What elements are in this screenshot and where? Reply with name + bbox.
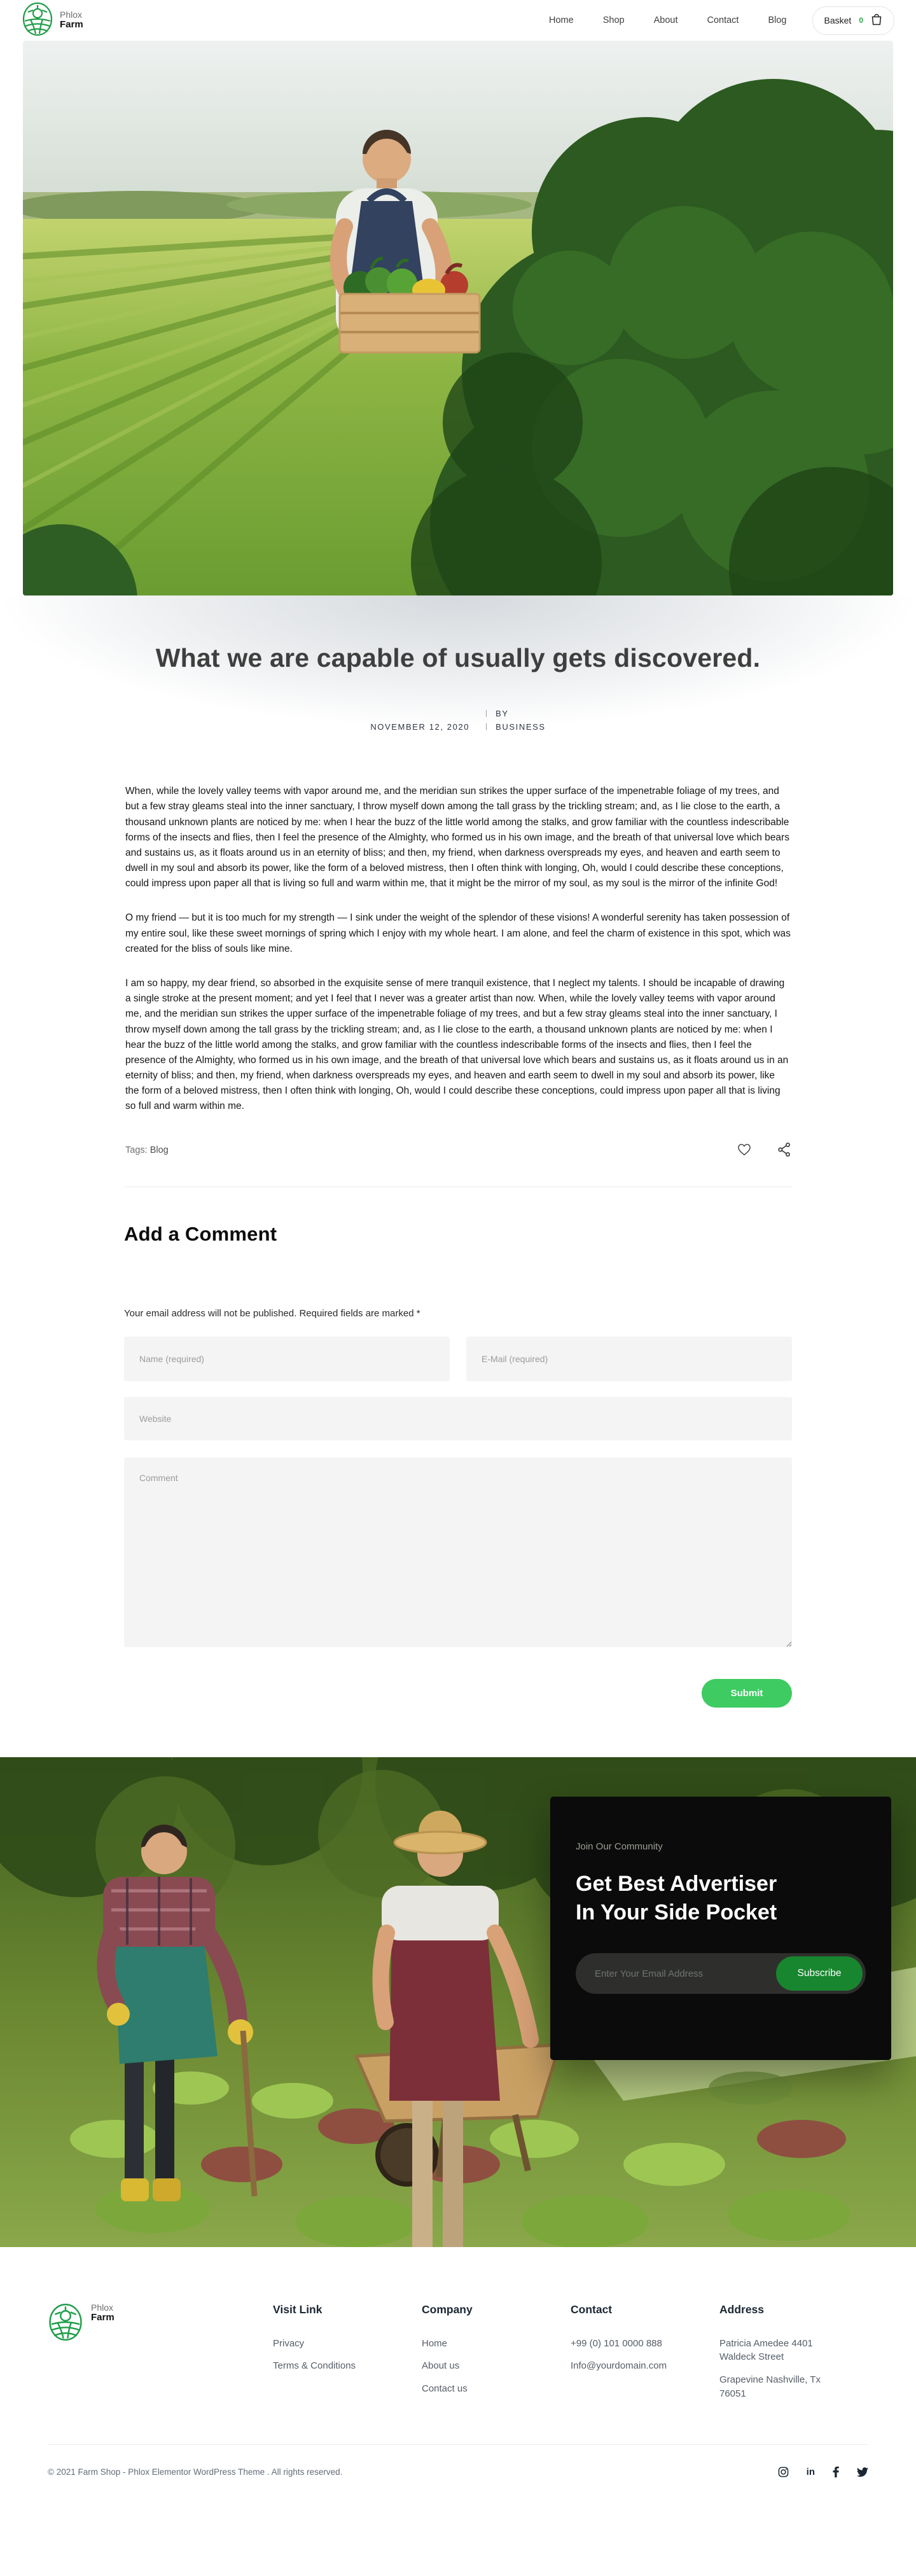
tag-blog-link[interactable]: Blog xyxy=(149,1145,169,1156)
comment-textarea[interactable] xyxy=(124,1458,792,1647)
meta-separator xyxy=(486,723,487,730)
share-button[interactable] xyxy=(778,1143,791,1159)
footer-logo[interactable] xyxy=(48,2303,273,2410)
article-paragraph: O my friend — but it is too much for my strength — I sink under the weight of the splendor of these visions! A wonderful serenity has taken possession of my entire soul, like these sweet mornings of spring which I enjoy with my whole heart. I am alone, and feel the charm of existence in this spot, which was created for the bliss of souls like mine. xyxy=(125,912,791,954)
article-body xyxy=(125,784,791,1114)
footer-link-home[interactable]: Home xyxy=(422,2337,448,2349)
post-category[interactable]: BUSINESS xyxy=(496,722,546,732)
footer-email[interactable]: Info@yourdomain.com xyxy=(571,2360,667,2372)
tags-label: Tags: xyxy=(125,1145,148,1156)
comment-note: Your email address will not be published. Required fields are marked * xyxy=(124,1307,420,1319)
nav-shop[interactable]: Shop xyxy=(602,15,625,25)
email-input[interactable] xyxy=(466,1337,792,1381)
post-meta xyxy=(0,709,916,732)
newsletter-eyebrow: Join Our Community xyxy=(576,1841,663,1852)
footer xyxy=(0,2247,916,2410)
by-label: BY xyxy=(496,709,509,719)
footer-link-about[interactable]: About us xyxy=(422,2360,460,2372)
farm-logo-icon xyxy=(22,2,53,39)
footer-columns xyxy=(273,2303,868,2410)
main-nav xyxy=(549,15,786,25)
header-logo[interactable] xyxy=(22,2,83,39)
submit-button[interactable]: Submit xyxy=(702,1679,792,1708)
name-input[interactable] xyxy=(124,1337,450,1381)
newsletter-box xyxy=(550,1797,891,2060)
footer-address-line: Patricia Amedee 4401 Waldeck Street xyxy=(719,2337,813,2363)
nav-home[interactable]: Home xyxy=(549,15,574,25)
post-byline xyxy=(486,709,546,732)
post-header xyxy=(0,595,916,770)
footer-col-title: Address xyxy=(719,2302,765,2316)
article-paragraph: I am so happy, my dear friend, so absorbed in the exquisite sense of mere tranquil existence, that I neglect my talents. I should be incapable of drawing a single stroke at the present moment; and yet I feel that I never was a greater artist than now. When, while the lovely valley teems with vapor around me, and the meridian sun strikes the upper surface of the impenetrable foliage of my trees, and but a few stray gleams steal into the inner sanctuary, I throw myself down among the tall grass by the trickling stream; and, as I lie close to the earth, a thousand unknown plants are noticed by me: when I hear the buzz of the little world among the stalks, and grow familiar with the countless indescribable forms of the insects and flies, then I feel the presence of the Almighty, who formed us in his own image, and the breath of that universal love which bears and sustains us, as it floats around us in an eternity of bliss; and then, my friend, when darkness overspreads my eyes, and heaven and earth seem to dwell in my soul and absorb its power, like the form of a beloved mistress, then I often think with longing, Oh, would I could describe these conceptions, could impress upon paper all that is living so full and warm within me. xyxy=(125,977,789,1112)
copyright-bar xyxy=(48,2444,868,2499)
footer-col-title: Company xyxy=(422,2302,473,2316)
footer-col-address xyxy=(719,2303,868,2410)
site-header xyxy=(0,0,916,41)
nav-contact[interactable]: Contact xyxy=(707,15,739,25)
subscribe-button[interactable]: Subscribe xyxy=(776,1956,863,1991)
linkedin-icon[interactable]: in xyxy=(806,2466,815,2477)
post-title: What we are capable of usually gets discovered. xyxy=(155,643,761,672)
footer-col-title: Contact xyxy=(571,2302,613,2316)
footer-link-contact[interactable]: Contact us xyxy=(422,2383,468,2395)
like-button[interactable] xyxy=(737,1143,751,1158)
newsletter-title: Get Best Advertiser In Your Side Pocket xyxy=(576,1871,777,1925)
footer-logo-name-top: Phlox xyxy=(91,2302,114,2313)
post-date: NOVEMBER 12, 2020 xyxy=(370,722,470,732)
website-input[interactable] xyxy=(124,1397,792,1440)
footer-link-privacy[interactable]: Privacy xyxy=(273,2337,305,2349)
basket-count-badge: 0 xyxy=(859,16,863,25)
social-links xyxy=(778,2467,868,2477)
comment-form xyxy=(124,1337,792,1708)
nav-about[interactable]: About xyxy=(653,15,678,25)
farm-logo-icon xyxy=(48,2303,83,2344)
nav-blog[interactable]: Blog xyxy=(768,15,787,25)
meta-separator xyxy=(486,710,487,717)
article-paragraph: When, while the lovely valley teems with vapor around me, and the meridian sun strikes the upper surface of the impenetrable foliage of my trees, and but a few stray gleams steal into the inner sanctuary, I throw myself down among the tall grass by the trickling stream; and, as I lie close to the earth, a thousand unknown plants are noticed by me: when I hear the buzz of the little world among the stalks, and grow familiar with the countless indescribable forms of the insects and flies, then I feel the presence of the Almighty, who formed us in his own image, and the breath of that universal love which bears and sustains us, as it floats around us in an eternity of bliss; and then, my friend, when darkness overspreads my eyes, and heaven and earth seem to dwell in my soul and absorb its power, like the form of a beloved mistress, then I often think with longing, Oh, would I could describe these conceptions, could impress upon paper all that is living so full and warm within me, that it might be the mirror of my soul, as my soul is the mirror of the infinite God! xyxy=(125,786,789,889)
facebook-icon[interactable] xyxy=(833,2467,839,2477)
newsletter-section xyxy=(0,1757,916,2247)
footer-link-terms[interactable]: Terms & Conditions xyxy=(273,2360,356,2372)
basket-button[interactable] xyxy=(812,6,895,35)
share-icon xyxy=(778,1143,791,1159)
footer-phone[interactable]: +99 (0) 101 0000 888 xyxy=(571,2337,662,2349)
footer-col-visit-link xyxy=(273,2303,422,2410)
footer-col-company xyxy=(422,2303,571,2410)
copyright-text: © 2021 Farm Shop - Phlox Elementor WordPress Theme . All rights reserved. xyxy=(48,2467,343,2477)
newsletter-email-input[interactable] xyxy=(576,1968,776,1979)
basket-label: Basket xyxy=(824,15,852,25)
footer-address-line: Grapevine Nashville, Tx 76051 xyxy=(719,2374,821,2399)
tags-row xyxy=(125,1143,791,1159)
footer-col-contact xyxy=(571,2303,719,2410)
footer-logo-name-bottom: Farm xyxy=(91,2311,114,2323)
logo-text xyxy=(60,10,83,31)
heart-icon xyxy=(737,1143,751,1158)
logo-name-bottom: Farm xyxy=(60,19,83,31)
basket-icon xyxy=(871,13,882,29)
hero-image xyxy=(23,41,893,595)
comment-section xyxy=(124,1223,792,1708)
comments-heading: Add a Comment xyxy=(124,1222,277,1245)
logo-name-top: Phlox xyxy=(60,10,83,20)
instagram-icon[interactable] xyxy=(778,2467,789,2477)
twitter-icon[interactable] xyxy=(857,2467,868,2477)
newsletter-form xyxy=(576,1953,866,1994)
footer-col-title: Visit Link xyxy=(273,2302,323,2316)
